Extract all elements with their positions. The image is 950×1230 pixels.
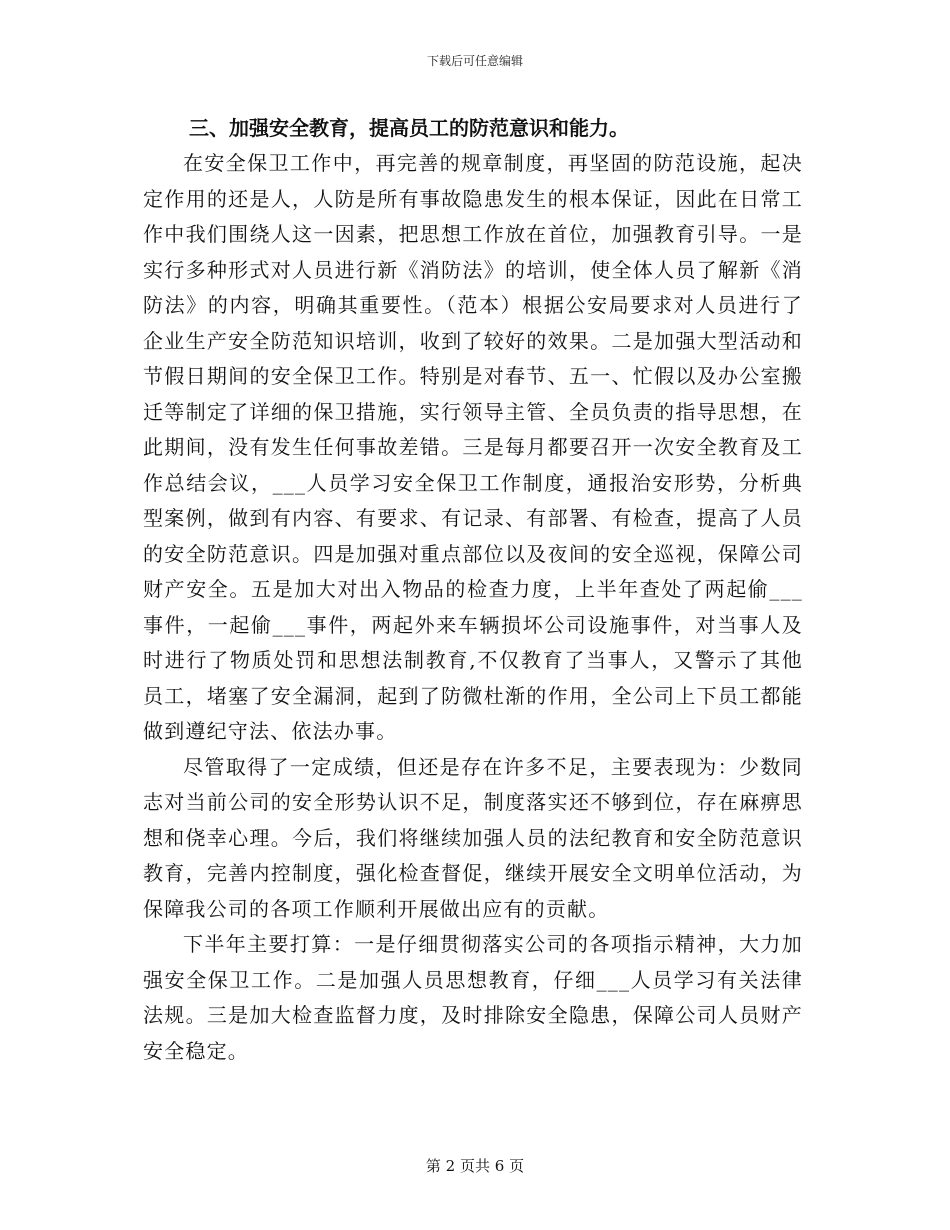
document-body xyxy=(143,110,803,1069)
page-header: 下载后可任意编辑 xyxy=(426,54,523,68)
paragraph-1: 在安全保卫工作中，再完善的规章制度，再坚固的防范设施，起决定作用的还是人，人防是所有事故隐患发生的根本保证，因此在日常工作中我们围绕人这一因素，把思想工作放在首位，加强教育引导。一是实行多种形式对人员进行新《消防法》的培训，使全体人员了解新《消防法》的内容，明确其重要性。（范本）根据公安局要求对人员进行了企业生产安全防范知识培训，收到了较好的效果。二是加强大型活动和节假日期间的安全保卫工作。特别是对春节、五一、忙假以及办公室搬迁等制定了详细的保卫措施，实行领导主管、全员负责的指导思想，在此期间，没有发生任何事故差错。三是每月都要召开一次安全教育及工作总结会议，___人员学习安全保卫工作制度，通报治安形势，分析典型案例，做到有内容、有要求、有记录、有部署、有检查，提高了人员的安全防范意识。四是加强对重点部位以及夜间的安全巡视，保障公司财产安全。五是加大对出入物品的检查力度，上半年查处了两起偷___事件，一起偷___事件，两起外来车辆损坏公司设施事件，对当事人及时进行了物质处罚和思想法制教育,不仅教育了当事人，又警示了其他员工，堵塞了安全漏洞，起到了防微杜渐的作用，全公司上下员工都能做到遵纪守法、依法办事。 xyxy=(143,151,803,743)
paragraph-2: 尽管取得了一定成绩，但还是存在许多不足，主要表现为：少数同志对当前公司的安全形势认识不足，制度落实还不够到位，存在麻痹思想和侥幸心理。今后，我们将继续加强人员的法纪教育和安全防范意识教育，完善内控制度，强化检查督促，继续开展安全文明单位活动，为保障我公司的各项工作顺利开展做出应有的贡献。 xyxy=(143,754,803,921)
paragraph-3: 下半年主要打算：一是仔细贯彻落实公司的各项指示精神，大力加强安全保卫工作。二是加强人员思想教育，仔细___人员学习有关法律法规。三是加大检查监督力度，及时排除安全隐患，保障公司人员财产安全稳定。 xyxy=(143,932,803,1063)
section-heading: 三、加强安全教育，提高员工的防范意识和能力。 xyxy=(189,116,629,140)
page-number-footer: 第 2 页共 6 页 xyxy=(425,1157,525,1175)
